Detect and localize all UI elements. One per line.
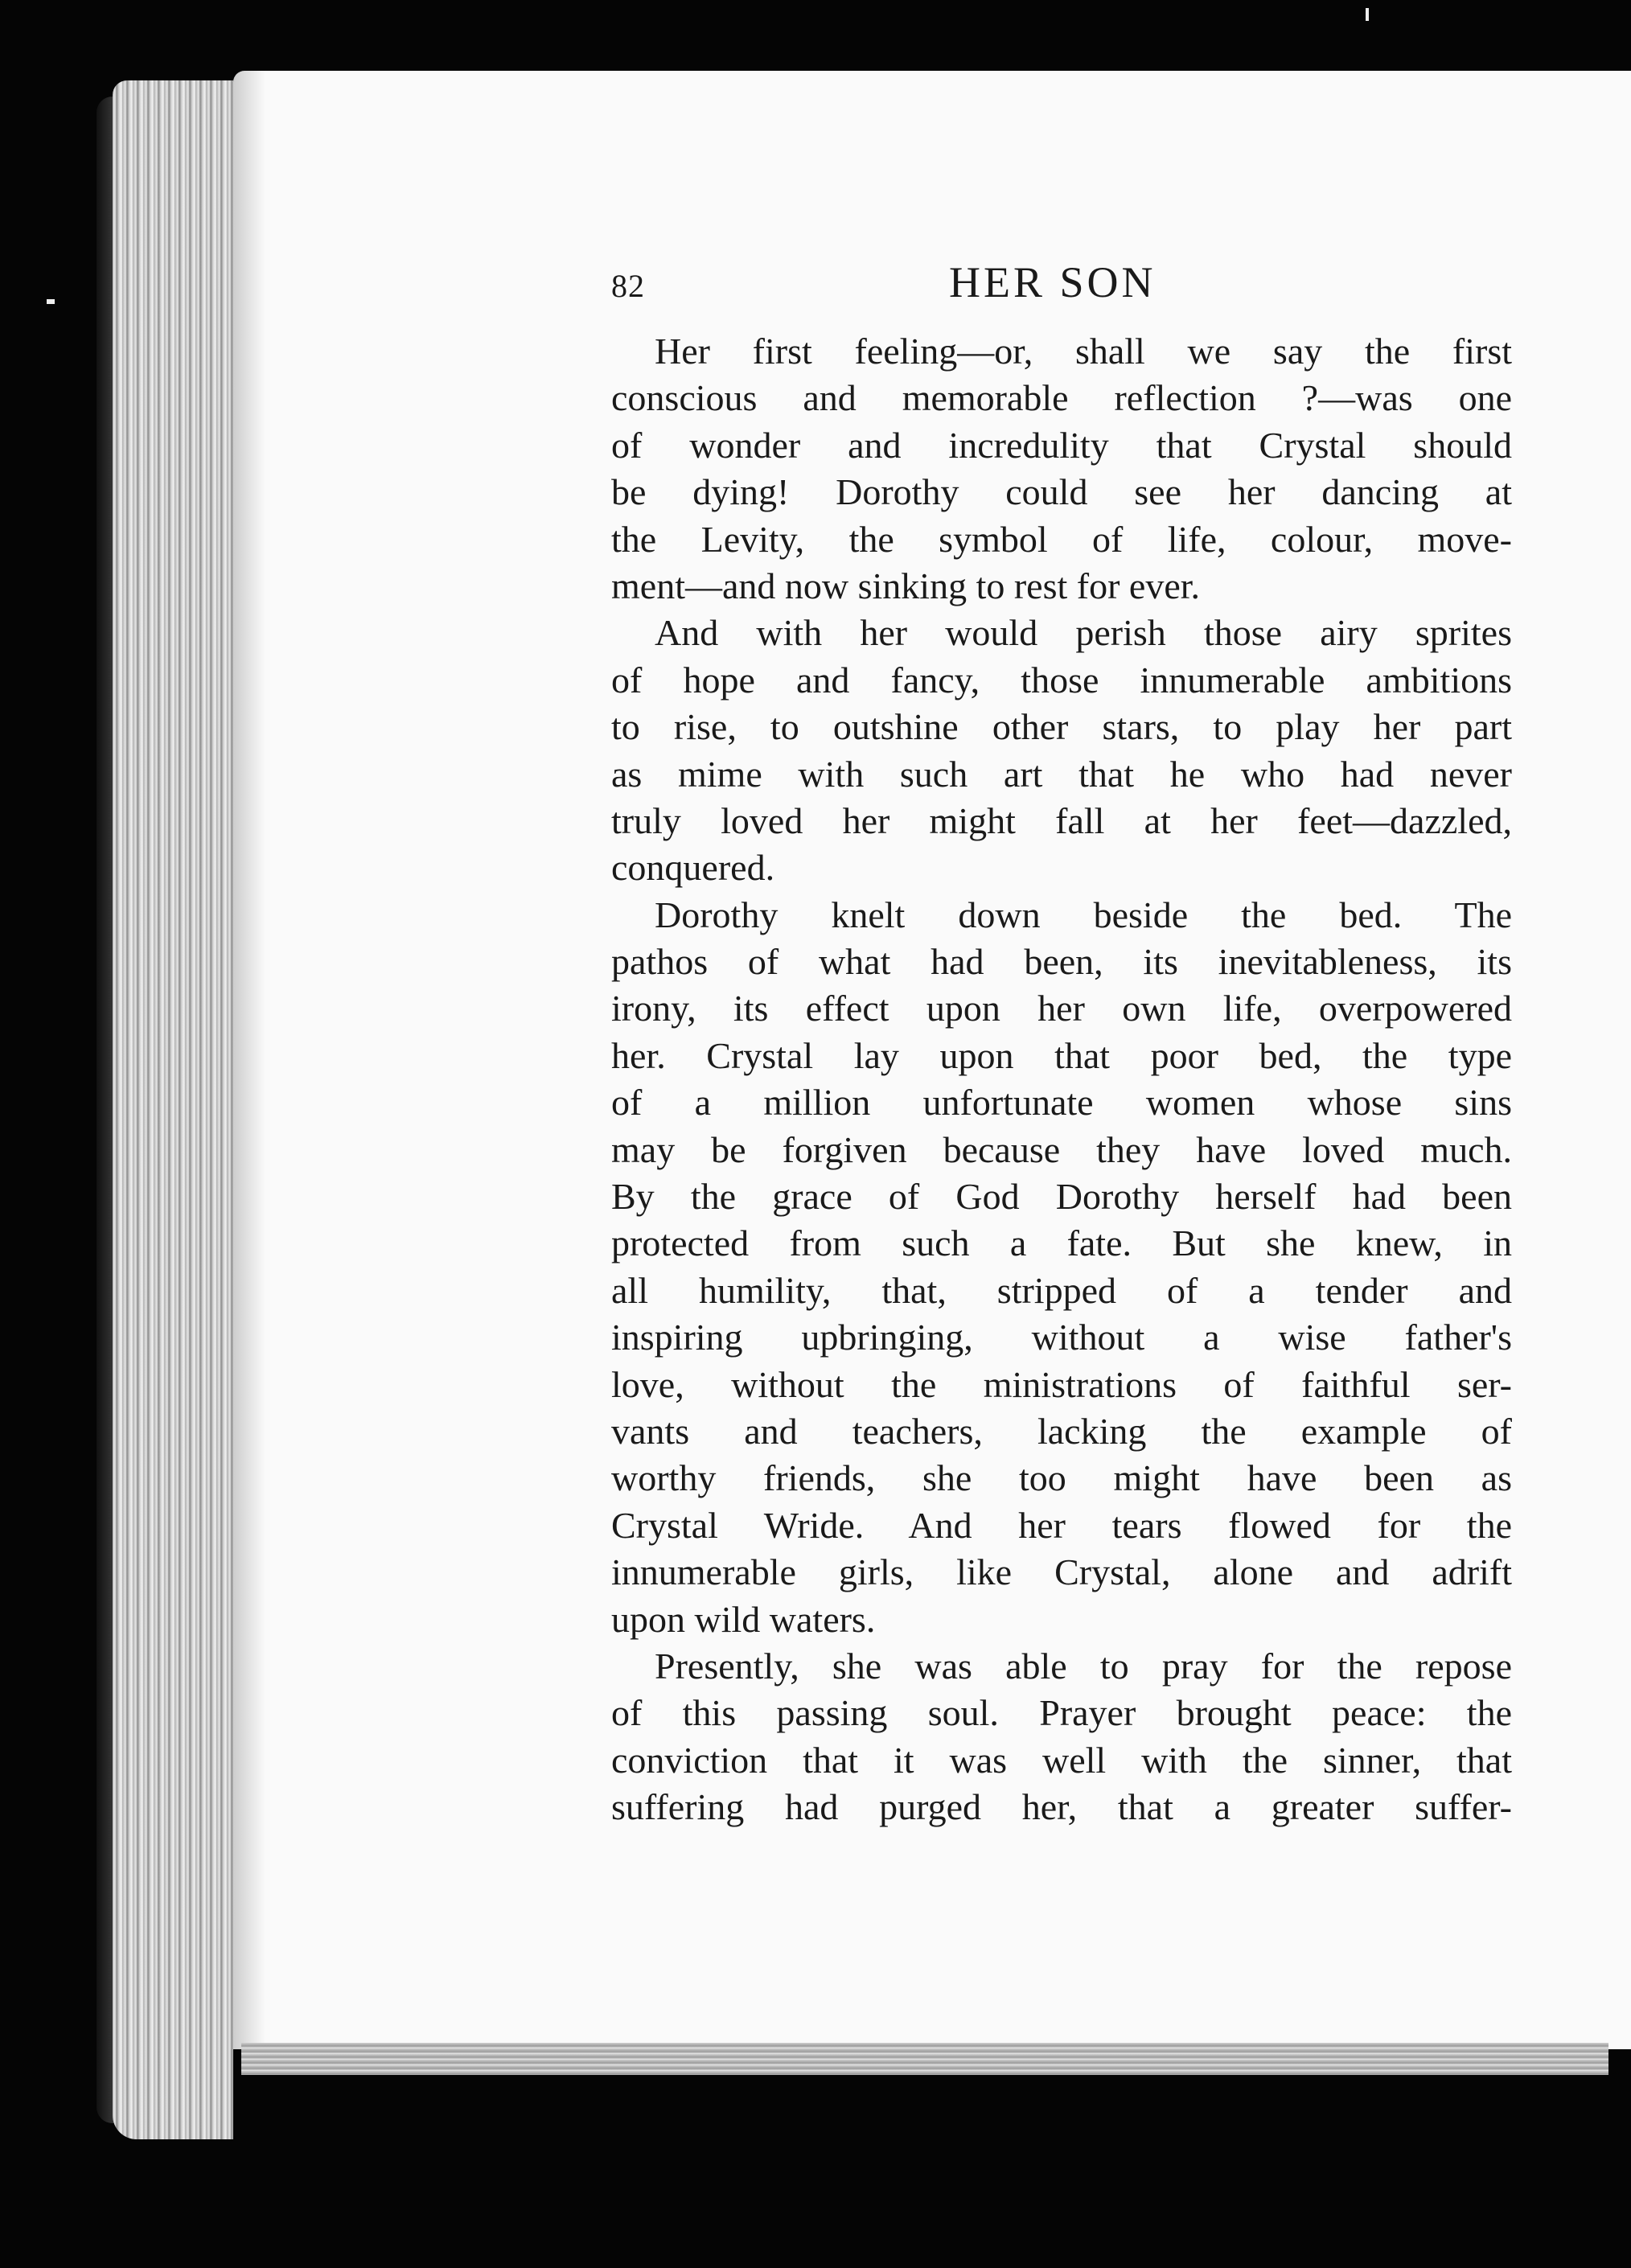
text-line: By the grace of God Dorothy herself had been xyxy=(611,1176,1512,1218)
page-header xyxy=(611,257,1512,322)
text-line: Her first feeling—or, shall we say the first xyxy=(655,331,1512,372)
text-line: irony, its effect upon her own life, overpowered xyxy=(611,988,1512,1029)
text-line: conviction that it was well with the sinner, that xyxy=(611,1739,1512,1781)
gutter-shadow xyxy=(233,71,265,2049)
text-line: innumerable girls, like Crystal, alone and adrift xyxy=(611,1551,1512,1593)
paragraph xyxy=(611,892,1512,1643)
text-line: Dorothy knelt down beside the bed. The xyxy=(655,894,1512,935)
text-line: protected from such a fate. But she knew, in xyxy=(611,1222,1512,1264)
text-line: ment—and now sinking to rest for ever. xyxy=(611,565,1201,606)
text-line: worthy friends, she too might have been as xyxy=(611,1457,1512,1499)
text-line: her. Crystal lay upon that poor bed, the type xyxy=(611,1034,1512,1076)
text-line: conquered. xyxy=(611,847,775,889)
text-line: of a million unfortunate women whose sins xyxy=(611,1082,1512,1124)
text-line: inspiring upbringing, without a wise father's xyxy=(611,1317,1512,1358)
paragraph xyxy=(611,1643,1512,1831)
text-line: And with her would perish those airy sprites xyxy=(655,612,1512,654)
text-line: all humility, that, stripped of a tender and xyxy=(611,1269,1512,1311)
text-line: of this passing soul. Prayer brought peace: the xyxy=(611,1692,1512,1734)
text-line: be dying! Dorothy could see her dancing at xyxy=(611,471,1512,513)
body-text xyxy=(611,328,1512,1831)
text-line: love, without the ministrations of faithful ser- xyxy=(611,1363,1512,1405)
text-line: upon wild waters. xyxy=(611,1598,876,1640)
text-line: Crystal Wride. And her tears flowed for the xyxy=(611,1504,1512,1546)
text-line: the Levity, the symbol of life, colour, move- xyxy=(611,518,1512,560)
dust-speck xyxy=(47,299,55,304)
page-number: 82 xyxy=(611,268,645,304)
dust-speck xyxy=(1366,8,1369,21)
running-head: HER SON xyxy=(949,258,1156,306)
book-page-edges xyxy=(113,80,233,2139)
text-line: as mime with such art that he who had never xyxy=(611,753,1512,795)
paragraph xyxy=(611,610,1512,891)
text-line: pathos of what had been, its inevitableness, its xyxy=(611,941,1512,983)
text-line: of wonder and incredulity that Crystal should xyxy=(611,424,1512,466)
text-line: of hope and fancy, those innumerable ambitions xyxy=(611,659,1512,701)
text-line: Presently, she was able to pray for the repose xyxy=(655,1645,1512,1687)
text-line: vants and teachers, lacking the example of xyxy=(611,1410,1512,1452)
text-line: to rise, to outshine other stars, to play her part xyxy=(611,706,1512,748)
text-line: may be forgiven because they have loved much. xyxy=(611,1128,1512,1170)
text-line: conscious and memorable reflection ?—was one xyxy=(611,377,1512,419)
paragraph xyxy=(611,328,1512,610)
text-line: truly loved her might fall at her feet—dazzled, xyxy=(611,799,1512,841)
text-line: suffering had purged her, that a greater suffer- xyxy=(611,1786,1512,1828)
book-bottom-edge xyxy=(241,2043,1608,2075)
